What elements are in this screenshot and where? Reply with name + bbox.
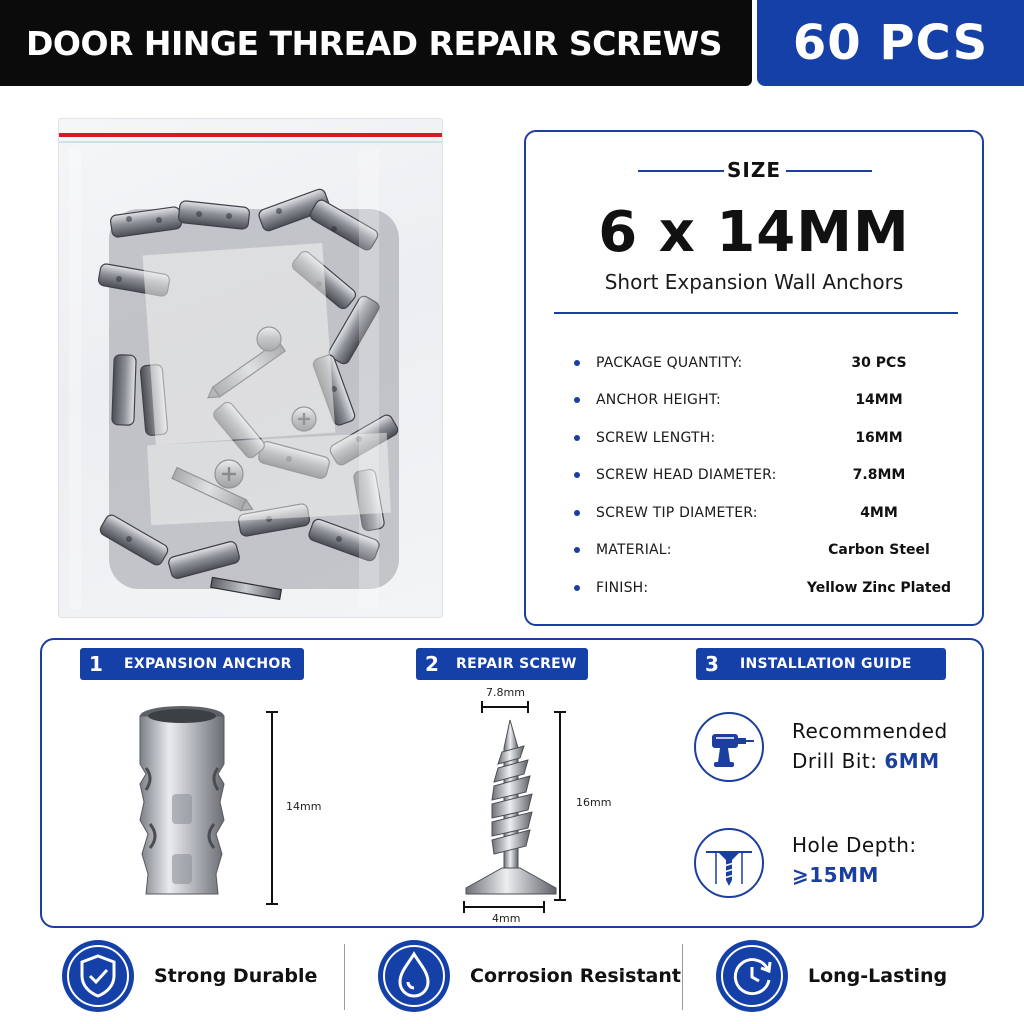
- spec-key: PACKAGE QUANTITY:: [596, 354, 743, 371]
- feature-long-lasting: [716, 940, 947, 1012]
- drill-bit-value: 6MM: [884, 749, 940, 773]
- section-pill-repair-screw: [416, 648, 588, 680]
- screw-length-label: 16mm: [576, 796, 612, 809]
- feature-separator: [682, 944, 683, 1010]
- spec-value: Carbon Steel: [828, 542, 930, 559]
- clock-refresh-icon: [716, 940, 788, 1012]
- bullet-icon: [574, 360, 580, 366]
- spec-divider: [554, 312, 958, 314]
- spec-row-finish: [574, 569, 954, 607]
- spec-key: SCREW HEAD DIAMETER:: [596, 467, 777, 484]
- water-drop-icon: [378, 940, 450, 1012]
- size-heading: [526, 158, 982, 182]
- title-banner: [0, 0, 752, 86]
- bullet-icon: [574, 547, 580, 553]
- bullet-icon: [574, 472, 580, 478]
- features-bar: [0, 940, 1024, 1024]
- size-value: 6 x 14MM: [598, 200, 910, 265]
- drill-icon: [694, 712, 764, 782]
- spec-row-anchor-height: [574, 382, 954, 420]
- hole-depth-icon: [694, 828, 764, 898]
- page-title: DOOR HINGE THREAD REPAIR SCREWS: [26, 23, 722, 63]
- section-number: 1: [89, 652, 103, 676]
- screw-length-dimension-line: [550, 710, 570, 902]
- spec-key: SCREW TIP DIAMETER:: [596, 504, 758, 521]
- spec-row-material: [574, 532, 954, 570]
- size-label: SIZE: [726, 158, 781, 182]
- screws-pile-illustration: [59, 119, 443, 618]
- screw-tip-dimension-label: 4mm: [492, 912, 521, 925]
- feature-label: Long-Lasting: [808, 965, 948, 987]
- expansion-anchor-illustration: [132, 704, 232, 904]
- quantity-label: 60 PCS: [792, 15, 989, 71]
- screw-head-dimension-label: 7.8mm: [486, 686, 525, 699]
- feature-label: Corrosion Resistant: [470, 965, 681, 987]
- screw-head-dimension-line: [480, 700, 530, 714]
- spec-value: 16MM: [855, 429, 903, 446]
- bullet-icon: [574, 397, 580, 403]
- feature-separator: [344, 944, 345, 1010]
- product-bag-image: [58, 118, 443, 618]
- section-pill-expansion-anchor: [80, 648, 304, 680]
- spec-value: 4MM: [860, 504, 898, 521]
- feature-strong-durable: [62, 940, 317, 1012]
- drill-line2: [792, 746, 948, 776]
- section-label: REPAIR SCREW: [456, 656, 577, 672]
- spec-row-screw-head-diameter: [574, 457, 954, 495]
- anchor-height-label: 14mm: [286, 800, 322, 813]
- anchor-height-dimension-line: [262, 710, 282, 906]
- drill-prefix: Drill Bit:: [792, 749, 885, 773]
- header: [0, 0, 1024, 86]
- repair-screw-illustration: [462, 718, 562, 898]
- section-label: EXPANSION ANCHOR: [124, 656, 292, 672]
- hole-depth-value: ⩾15MM: [792, 863, 879, 887]
- specifications-card: [524, 130, 984, 626]
- product-subtitle: Short Expansion Wall Anchors: [604, 270, 904, 294]
- feature-corrosion-resistant: [378, 940, 681, 1012]
- spec-key: FINISH:: [596, 579, 649, 596]
- quantity-banner: [757, 0, 1024, 86]
- spec-list: [574, 344, 954, 607]
- feature-label: Strong Durable: [154, 965, 318, 987]
- bullet-icon: [574, 435, 580, 441]
- bullet-icon: [574, 585, 580, 591]
- section-pill-installation-guide: [696, 648, 946, 680]
- spec-row-package-quantity: [574, 344, 954, 382]
- bullet-icon: [574, 510, 580, 516]
- spec-row-screw-length: [574, 419, 954, 457]
- spec-value: 14MM: [855, 392, 903, 409]
- spec-value: Yellow Zinc Plated: [806, 579, 952, 596]
- spec-key: SCREW LENGTH:: [596, 429, 716, 446]
- section-number: 3: [705, 652, 719, 676]
- hole-depth-text: [792, 830, 917, 890]
- spec-value: 30 PCS: [851, 354, 907, 371]
- hole-depth-label: Hole Depth:: [792, 833, 917, 857]
- section-number: 2: [425, 652, 439, 676]
- drill-line1: Recommended: [792, 719, 948, 743]
- zip-bag: [58, 118, 443, 618]
- spec-row-screw-tip-diameter: [574, 494, 954, 532]
- drill-bit-text: [792, 716, 948, 776]
- details-panel: [40, 638, 984, 928]
- spec-key: MATERIAL:: [596, 542, 672, 559]
- spec-key: ANCHOR HEIGHT:: [596, 392, 721, 409]
- shield-check-icon: [62, 940, 134, 1012]
- spec-value: 7.8MM: [852, 467, 906, 484]
- section-label: INSTALLATION GUIDE: [740, 656, 912, 672]
